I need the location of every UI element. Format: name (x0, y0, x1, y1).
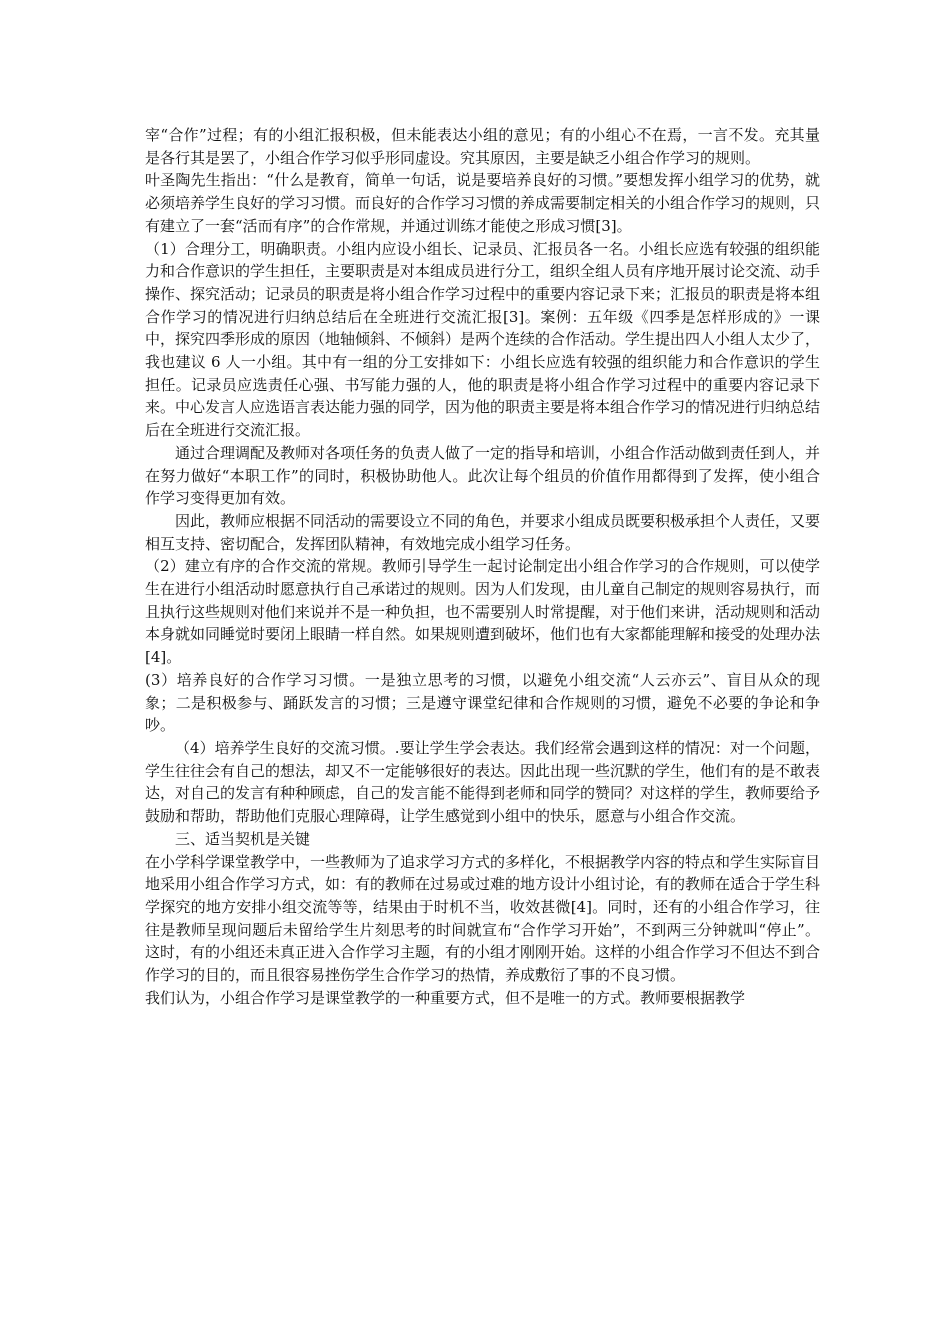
section-heading: 三、适当契机是关键 (175, 829, 311, 848)
paragraph-4: 通过合理调配及教师对各项任务的负责人做了一定的指导和培训，小组合作活动做到责任到人，并在努力做好“本职工作”的同时，积极协助他人。此次让每个组员的价值作用都得到了发挥，使小组合作学习变得更加有效。 (145, 443, 821, 508)
paragraph-7: (3）培养良好的合作学习习惯。一是独立思考的习惯，以避免小组交流“人云亦云”、盲目从众的现象；二是积极参与、踊跃发言的习惯；三是遵守课堂纪律和合作规则的习惯，避免不必要的争论和争吵。 (145, 670, 820, 735)
paragraph-6: （2）建立有序的合作交流的常规。教师引导学生一起讨论制定出小组合作学习的合作规则，可以使学生在进行小组活动时愿意执行自己承诺过的规则。因为人们发现，由儿童自己制定的规则容易执行，而且执行这些规则对他们来说并不是一种负担，也不需要别人时常提醒，对于他们来讲，活动规则和活动本身就如同睡觉时要闭上眼睛一样自然。如果规则遭到破坏，他们也有大家都能理解和接受的处理办法[4]。 (145, 557, 821, 667)
paragraph-9: 在小学科学课堂教学中，一些教师为了追求学习方式的多样化，不根据教学内容的特点和学生实际盲目地采用小组合作学习方式，如：有的教师在过易或过难的地方设计小组讨论，有的教师在适合于学生科学探究的地方安排小组交流等等，结果由于时机不当，收效甚微[4]。同时，还有的小组合作学习，往往是教师呈现问题后未留给学生片刻思考的时间就宣布“合作学习开始”，不到两三分钟就叫“停止”。这时，有的小组还未真正进入合作学习主题，有的小组才刚刚开始。这样的小组合作学习不但达不到合作学习的目的，而且很容易挫伤学生合作学习的热情，养成敷衍了事的不良习惯。 (145, 852, 821, 985)
paragraph-8: （4）培养学生良好的交流习惯。.要让学生学会表达。我们经常会遇到这样的情况：对一个问题，学生往往会有自己的想法，却又不一定能够很好的表达。因此出现一些沉默的学生，他们有的是不敢表达，对自己的发言有种种顾虑，自己的发言能不能得到老师和同学的赞同？对这样的学生，教师要给予鼓励和帮助，帮助他们克服心理障碍，让学生感觉到小组中的快乐，愿意与小组合作交流。 (145, 738, 821, 826)
paragraph-2: 叶圣陶先生指出：“什么是教育，简单一句话，说是要培养良好的习惯。”要想发挥小组学习的优势，就必须培养学生良好的学习习惯。而良好的合作学习习惯的养成需要制定相关的小组合作学习的规则，只有建立了一套“活而有序”的合作常规，并通过训练才能使之形成习惯[3]。 (145, 171, 821, 235)
paragraph-5: 因此，教师应根据不同活动的需要设立不同的角色，并要求小组成员既要积极承担个人责任，又要相互支持、密切配合，发挥团队精神，有效地完成小组学习任务。 (145, 511, 821, 553)
paragraph-3: （1）合理分工，明确职责。小组内应设小组长、记录员、汇报员各一名。小组长应选有较强的组织能力和合作意识的学生担任，主要职责是对本组成员进行分工，组织全组人员有序地开展讨论交流、动手操作、探究活动；记录员的职责是将小组合作学习过程中的重要内容记录下来；汇报员的职责是将本组合作学习的情况进行归纳总结后在全班进行交流汇报[3]。案例：五年级《四季是怎样形成的》一课中，探究四季形成的原因（地轴倾斜、不倾斜）是两个连续的合作活动。学生提出四人小组人太少了，我也建议 6 人一小组。其中有一组的分工安排如下：小组长应选有较强的组织能力和合作意识的学生担任。记录员应选责任心强、书写能力强的人，他的职责是将小组合作学习过程中的重要内容记录下来。中心发言人应选语言表达能力强的同学，因为他的职责主要是将本组合作学习的情况进行归纳总结后在全班进行交流汇报。 (145, 239, 821, 440)
paragraph-1: 宰“合作”过程；有的小组汇报积极，但未能表达小组的意见；有的小组心不在焉，一言不发。充其量是各行其是罢了，小组合作学习似乎形同虚设。究其原因，主要是缺乏小组合作学习的规则。 (145, 126, 820, 167)
paragraph-10: 我们认为，小组合作学习是课堂教学的一种重要方式，但不是唯一的方式。教师要根据教学 (145, 988, 746, 1007)
document-body (145, 124, 820, 1009)
